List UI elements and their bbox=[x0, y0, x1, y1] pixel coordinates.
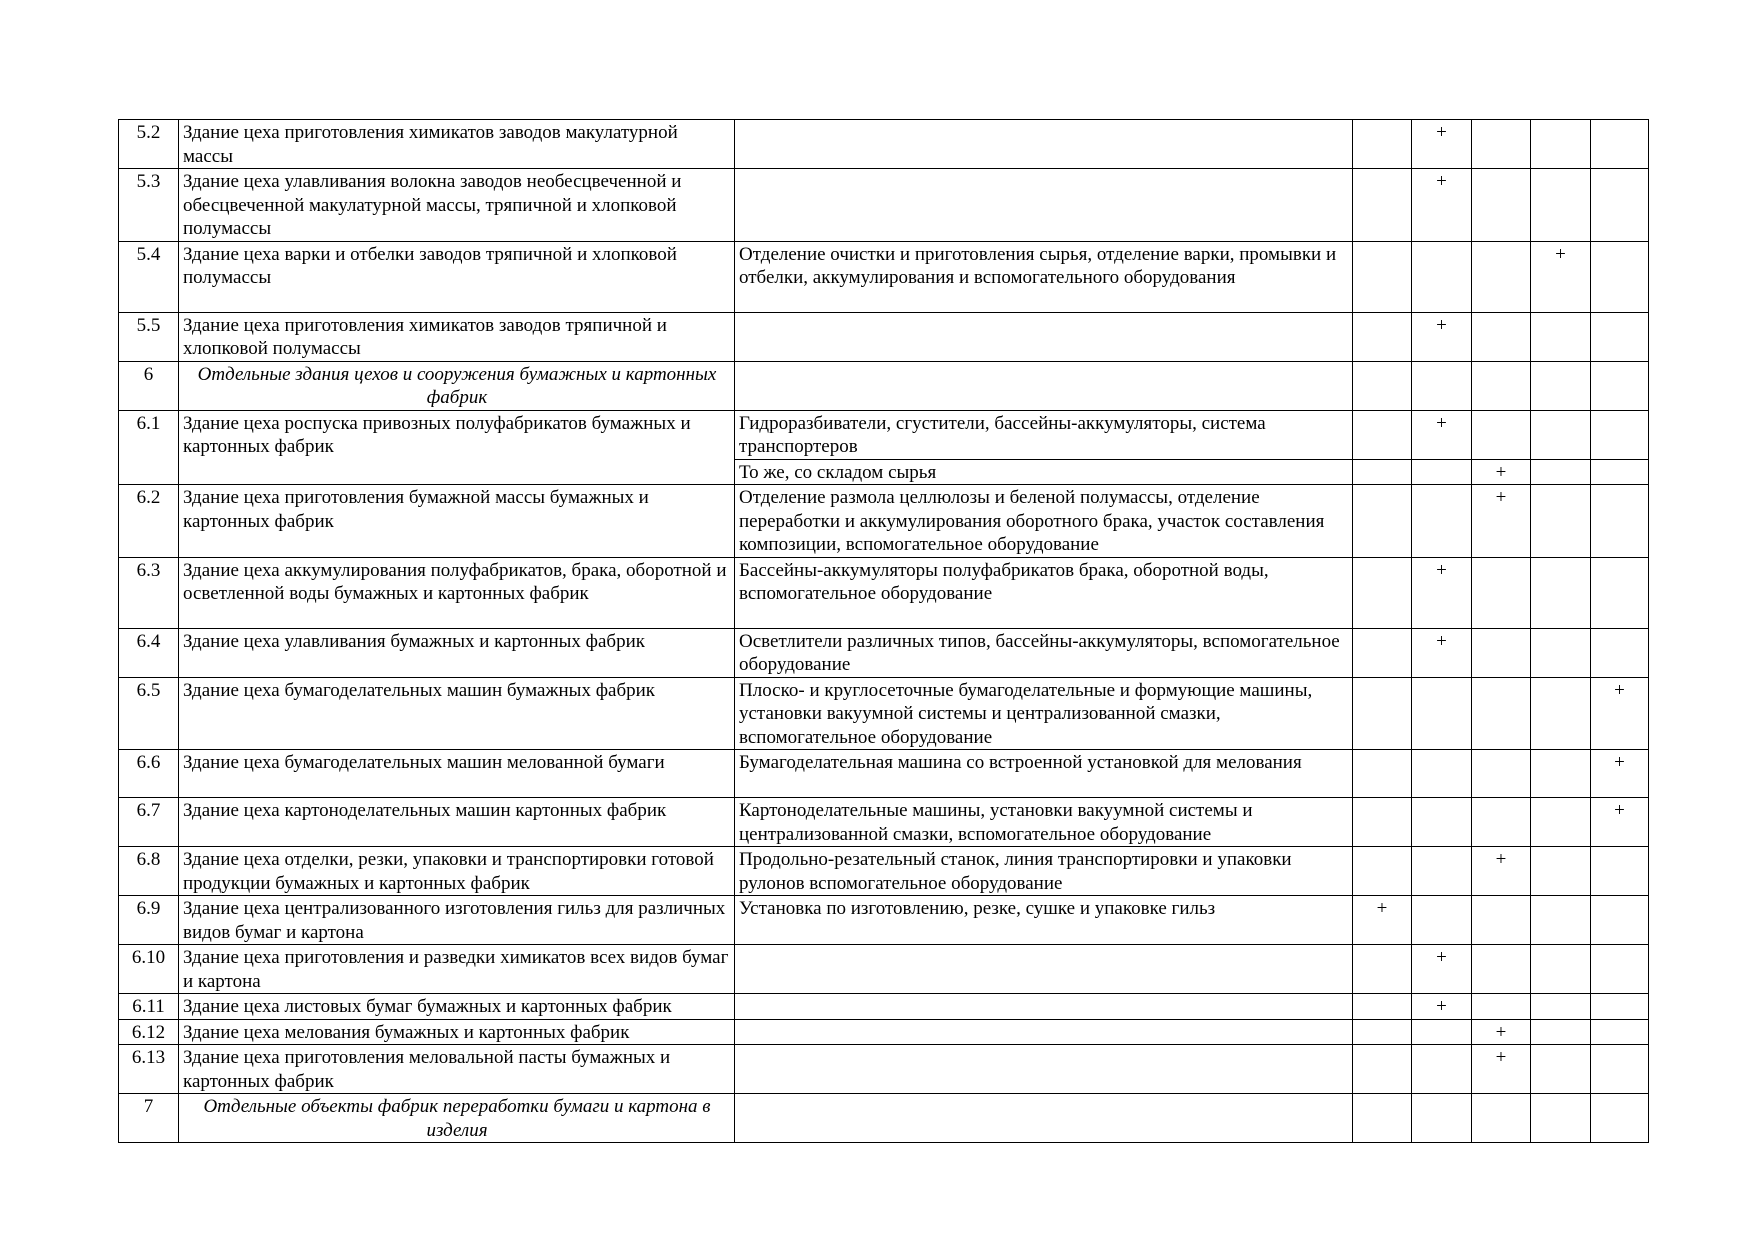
category-3-mark bbox=[1472, 896, 1531, 945]
category-5-mark bbox=[1591, 557, 1649, 628]
category-4-mark bbox=[1531, 120, 1591, 169]
category-2-mark bbox=[1412, 241, 1472, 312]
category-3-mark bbox=[1472, 798, 1531, 847]
category-4-mark bbox=[1531, 677, 1591, 750]
category-2-mark: + bbox=[1412, 994, 1472, 1020]
category-1-mark bbox=[1353, 750, 1412, 798]
table-body bbox=[119, 120, 1649, 1143]
row-number: 6.13 bbox=[119, 1045, 179, 1094]
category-3-mark: + bbox=[1472, 485, 1531, 558]
category-4-mark bbox=[1531, 750, 1591, 798]
category-1-mark bbox=[1353, 557, 1412, 628]
category-4-mark: + bbox=[1531, 241, 1591, 312]
category-2-mark bbox=[1412, 485, 1472, 558]
equipment-detail: Бумагоделательная машина со встроенной установкой для мелования bbox=[735, 750, 1353, 798]
category-4-mark bbox=[1531, 1094, 1591, 1143]
category-5-mark: + bbox=[1591, 677, 1649, 750]
category-4-mark bbox=[1531, 410, 1591, 459]
category-5-mark: + bbox=[1591, 798, 1649, 847]
building-name: Здание цеха варки и отбелки заводов тряпичной и хлопковой полумассы bbox=[179, 241, 735, 312]
category-5-mark bbox=[1591, 361, 1649, 410]
category-2-mark bbox=[1412, 459, 1472, 485]
category-4-mark bbox=[1531, 994, 1591, 1020]
equipment-detail bbox=[735, 361, 1353, 410]
row-number: 6.7 bbox=[119, 798, 179, 847]
category-4-mark bbox=[1531, 557, 1591, 628]
category-3-mark bbox=[1472, 361, 1531, 410]
table-row bbox=[119, 628, 1649, 677]
equipment-detail bbox=[735, 1094, 1353, 1143]
category-5-mark bbox=[1591, 120, 1649, 169]
row-number: 5.4 bbox=[119, 241, 179, 312]
table-row bbox=[119, 945, 1649, 994]
table-row bbox=[119, 312, 1649, 361]
category-3-mark bbox=[1472, 410, 1531, 459]
table-row bbox=[119, 120, 1649, 169]
table-row bbox=[119, 896, 1649, 945]
table-row bbox=[119, 485, 1649, 558]
category-5-mark bbox=[1591, 241, 1649, 312]
category-3-mark bbox=[1472, 1094, 1531, 1143]
category-4-mark bbox=[1531, 896, 1591, 945]
row-number: 6.1 bbox=[119, 410, 179, 485]
table-row bbox=[119, 1045, 1649, 1094]
equipment-detail bbox=[735, 169, 1353, 242]
category-1-mark bbox=[1353, 459, 1412, 485]
table-row bbox=[119, 410, 1649, 459]
equipment-detail: Бассейны-аккумуляторы полуфабрикатов брака, оборотной воды, вспомогательное оборудование bbox=[735, 557, 1353, 628]
building-name: Здание цеха улавливания бумажных и картонных фабрик bbox=[179, 628, 735, 677]
category-2-mark: + bbox=[1412, 120, 1472, 169]
category-1-mark bbox=[1353, 169, 1412, 242]
category-4-mark bbox=[1531, 628, 1591, 677]
category-1-mark bbox=[1353, 312, 1412, 361]
category-5-mark bbox=[1591, 1045, 1649, 1094]
category-3-mark bbox=[1472, 557, 1531, 628]
row-number: 5.3 bbox=[119, 169, 179, 242]
category-2-mark: + bbox=[1412, 945, 1472, 994]
building-name: Здание цеха приготовления и разведки химикатов всех видов бумаг и картона bbox=[179, 945, 735, 994]
category-1-mark bbox=[1353, 485, 1412, 558]
equipment-detail bbox=[735, 312, 1353, 361]
classification-table bbox=[118, 119, 1649, 1143]
building-name: Здание цеха улавливания волокна заводов необесцвеченной и обесцвеченной макулатурной массы, тряпичной и хлопковой полумассы bbox=[179, 169, 735, 242]
category-5-mark bbox=[1591, 1019, 1649, 1045]
equipment-detail: То же, со складом сырья bbox=[735, 459, 1353, 485]
building-name: Здание цеха централизованного изготовления гильз для различных видов бумаг и картона bbox=[179, 896, 735, 945]
row-number: 6.5 bbox=[119, 677, 179, 750]
category-1-mark bbox=[1353, 798, 1412, 847]
equipment-detail bbox=[735, 120, 1353, 169]
category-4-mark bbox=[1531, 945, 1591, 994]
category-5-mark bbox=[1591, 1094, 1649, 1143]
category-5-mark: + bbox=[1591, 750, 1649, 798]
equipment-detail: Продольно-резательный станок, линия транспортировки и упаковки рулонов вспомогательное оборудование bbox=[735, 847, 1353, 896]
category-5-mark bbox=[1591, 847, 1649, 896]
table-row bbox=[119, 169, 1649, 242]
table-row bbox=[119, 798, 1649, 847]
category-3-mark bbox=[1472, 241, 1531, 312]
category-3-mark bbox=[1472, 312, 1531, 361]
row-number: 6.6 bbox=[119, 750, 179, 798]
row-number: 6 bbox=[119, 361, 179, 410]
table-row bbox=[119, 241, 1649, 312]
category-5-mark bbox=[1591, 485, 1649, 558]
equipment-detail bbox=[735, 1045, 1353, 1094]
category-1-mark bbox=[1353, 361, 1412, 410]
category-2-mark bbox=[1412, 677, 1472, 750]
equipment-detail bbox=[735, 994, 1353, 1020]
equipment-detail: Гидроразбиватели, сгустители, бассейны-аккумуляторы, система транспортеров bbox=[735, 410, 1353, 459]
building-name: Здание цеха отделки, резки, упаковки и транспортировки готовой продукции бумажных и картонных фабрик bbox=[179, 847, 735, 896]
category-5-mark bbox=[1591, 994, 1649, 1020]
row-number: 5.2 bbox=[119, 120, 179, 169]
row-number: 6.10 bbox=[119, 945, 179, 994]
building-name: Здание цеха роспуска привозных полуфабрикатов бумажных и картонных фабрик bbox=[179, 410, 735, 485]
category-2-mark bbox=[1412, 1019, 1472, 1045]
category-4-mark bbox=[1531, 312, 1591, 361]
row-number: 6.9 bbox=[119, 896, 179, 945]
equipment-detail: Установка по изготовлению, резке, сушке и упаковке гильз bbox=[735, 896, 1353, 945]
table-row bbox=[119, 1094, 1649, 1143]
category-3-mark bbox=[1472, 945, 1531, 994]
category-1-mark bbox=[1353, 847, 1412, 896]
category-1-mark bbox=[1353, 1045, 1412, 1094]
category-4-mark bbox=[1531, 361, 1591, 410]
category-5-mark bbox=[1591, 628, 1649, 677]
building-name: Здание цеха листовых бумаг бумажных и картонных фабрик bbox=[179, 994, 735, 1020]
row-number: 6.3 bbox=[119, 557, 179, 628]
category-3-mark bbox=[1472, 169, 1531, 242]
table-row bbox=[119, 750, 1649, 798]
category-4-mark bbox=[1531, 485, 1591, 558]
category-1-mark bbox=[1353, 241, 1412, 312]
category-2-mark bbox=[1412, 1094, 1472, 1143]
category-1-mark bbox=[1353, 945, 1412, 994]
category-2-mark: + bbox=[1412, 312, 1472, 361]
section-title: Отдельные объекты фабрик переработки бумаги и картона в изделия bbox=[179, 1094, 735, 1143]
equipment-detail: Осветлители различных типов, бассейны-аккумуляторы, вспомогательное оборудование bbox=[735, 628, 1353, 677]
equipment-detail bbox=[735, 1019, 1353, 1045]
category-3-mark: + bbox=[1472, 459, 1531, 485]
row-number: 7 bbox=[119, 1094, 179, 1143]
category-2-mark: + bbox=[1412, 410, 1472, 459]
section-title: Отдельные здания цехов и сооружения бумажных и картонных фабрик bbox=[179, 361, 735, 410]
category-4-mark bbox=[1531, 169, 1591, 242]
building-name: Здание цеха аккумулирования полуфабрикатов, брака, оборотной и осветленной воды бумажных и картонных фабрик bbox=[179, 557, 735, 628]
building-name: Здание цеха мелования бумажных и картонных фабрик bbox=[179, 1019, 735, 1045]
category-1-mark bbox=[1353, 628, 1412, 677]
category-2-mark bbox=[1412, 798, 1472, 847]
category-3-mark: + bbox=[1472, 1045, 1531, 1094]
category-1-mark bbox=[1353, 677, 1412, 750]
equipment-detail: Отделение размола целлюлозы и беленой полумассы, отделение переработки и аккумулирования оборотного брака, участок составления композиции, вспомогательное оборудование bbox=[735, 485, 1353, 558]
table-row bbox=[119, 557, 1649, 628]
category-2-mark bbox=[1412, 896, 1472, 945]
category-4-mark bbox=[1531, 1045, 1591, 1094]
building-name: Здание цеха бумагоделательных машин бумажных фабрик bbox=[179, 677, 735, 750]
category-5-mark bbox=[1591, 945, 1649, 994]
category-5-mark bbox=[1591, 312, 1649, 361]
category-3-mark bbox=[1472, 750, 1531, 798]
building-name: Здание цеха приготовления химикатов заводов тряпичной и хлопковой полумассы bbox=[179, 312, 735, 361]
equipment-detail: Отделение очистки и приготовления сырья, отделение варки, промывки и отбелки, аккумулирования и вспомогательного оборудования bbox=[735, 241, 1353, 312]
building-name: Здание цеха картоноделательных машин картонных фабрик bbox=[179, 798, 735, 847]
equipment-detail bbox=[735, 945, 1353, 994]
equipment-detail: Плоско- и круглосеточные бумагоделательные и формующие машины, установки вакуумной системы и централизованной смазки, вспомогательное оборудование bbox=[735, 677, 1353, 750]
row-number: 5.5 bbox=[119, 312, 179, 361]
category-3-mark bbox=[1472, 677, 1531, 750]
category-5-mark bbox=[1591, 896, 1649, 945]
category-3-mark bbox=[1472, 994, 1531, 1020]
category-1-mark bbox=[1353, 120, 1412, 169]
category-3-mark: + bbox=[1472, 1019, 1531, 1045]
row-number: 6.11 bbox=[119, 994, 179, 1020]
row-number: 6.4 bbox=[119, 628, 179, 677]
row-number: 6.2 bbox=[119, 485, 179, 558]
building-name: Здание цеха приготовления бумажной массы бумажных и картонных фабрик bbox=[179, 485, 735, 558]
row-number: 6.8 bbox=[119, 847, 179, 896]
category-1-mark bbox=[1353, 994, 1412, 1020]
table-row bbox=[119, 677, 1649, 750]
category-2-mark bbox=[1412, 1045, 1472, 1094]
table-row bbox=[119, 361, 1649, 410]
category-5-mark bbox=[1591, 459, 1649, 485]
table-row bbox=[119, 847, 1649, 896]
row-number: 6.12 bbox=[119, 1019, 179, 1045]
category-3-mark bbox=[1472, 628, 1531, 677]
equipment-detail: Картоноделательные машины, установки вакуумной системы и централизованной смазки, вспомогательное оборудование bbox=[735, 798, 1353, 847]
category-1-mark bbox=[1353, 410, 1412, 459]
category-2-mark bbox=[1412, 750, 1472, 798]
category-2-mark: + bbox=[1412, 169, 1472, 242]
category-2-mark: + bbox=[1412, 628, 1472, 677]
category-2-mark: + bbox=[1412, 557, 1472, 628]
category-3-mark bbox=[1472, 120, 1531, 169]
category-4-mark bbox=[1531, 847, 1591, 896]
building-name: Здание цеха приготовления меловальной пасты бумажных и картонных фабрик bbox=[179, 1045, 735, 1094]
table-row bbox=[119, 1019, 1649, 1045]
category-1-mark bbox=[1353, 1094, 1412, 1143]
table-row bbox=[119, 994, 1649, 1020]
category-5-mark bbox=[1591, 410, 1649, 459]
category-5-mark bbox=[1591, 169, 1649, 242]
category-2-mark bbox=[1412, 847, 1472, 896]
building-name: Здание цеха бумагоделательных машин мелованной бумаги bbox=[179, 750, 735, 798]
category-2-mark bbox=[1412, 361, 1472, 410]
category-4-mark bbox=[1531, 1019, 1591, 1045]
category-1-mark bbox=[1353, 1019, 1412, 1045]
category-4-mark bbox=[1531, 798, 1591, 847]
building-name: Здание цеха приготовления химикатов заводов макулатурной массы bbox=[179, 120, 735, 169]
category-3-mark: + bbox=[1472, 847, 1531, 896]
category-1-mark: + bbox=[1353, 896, 1412, 945]
category-4-mark bbox=[1531, 459, 1591, 485]
